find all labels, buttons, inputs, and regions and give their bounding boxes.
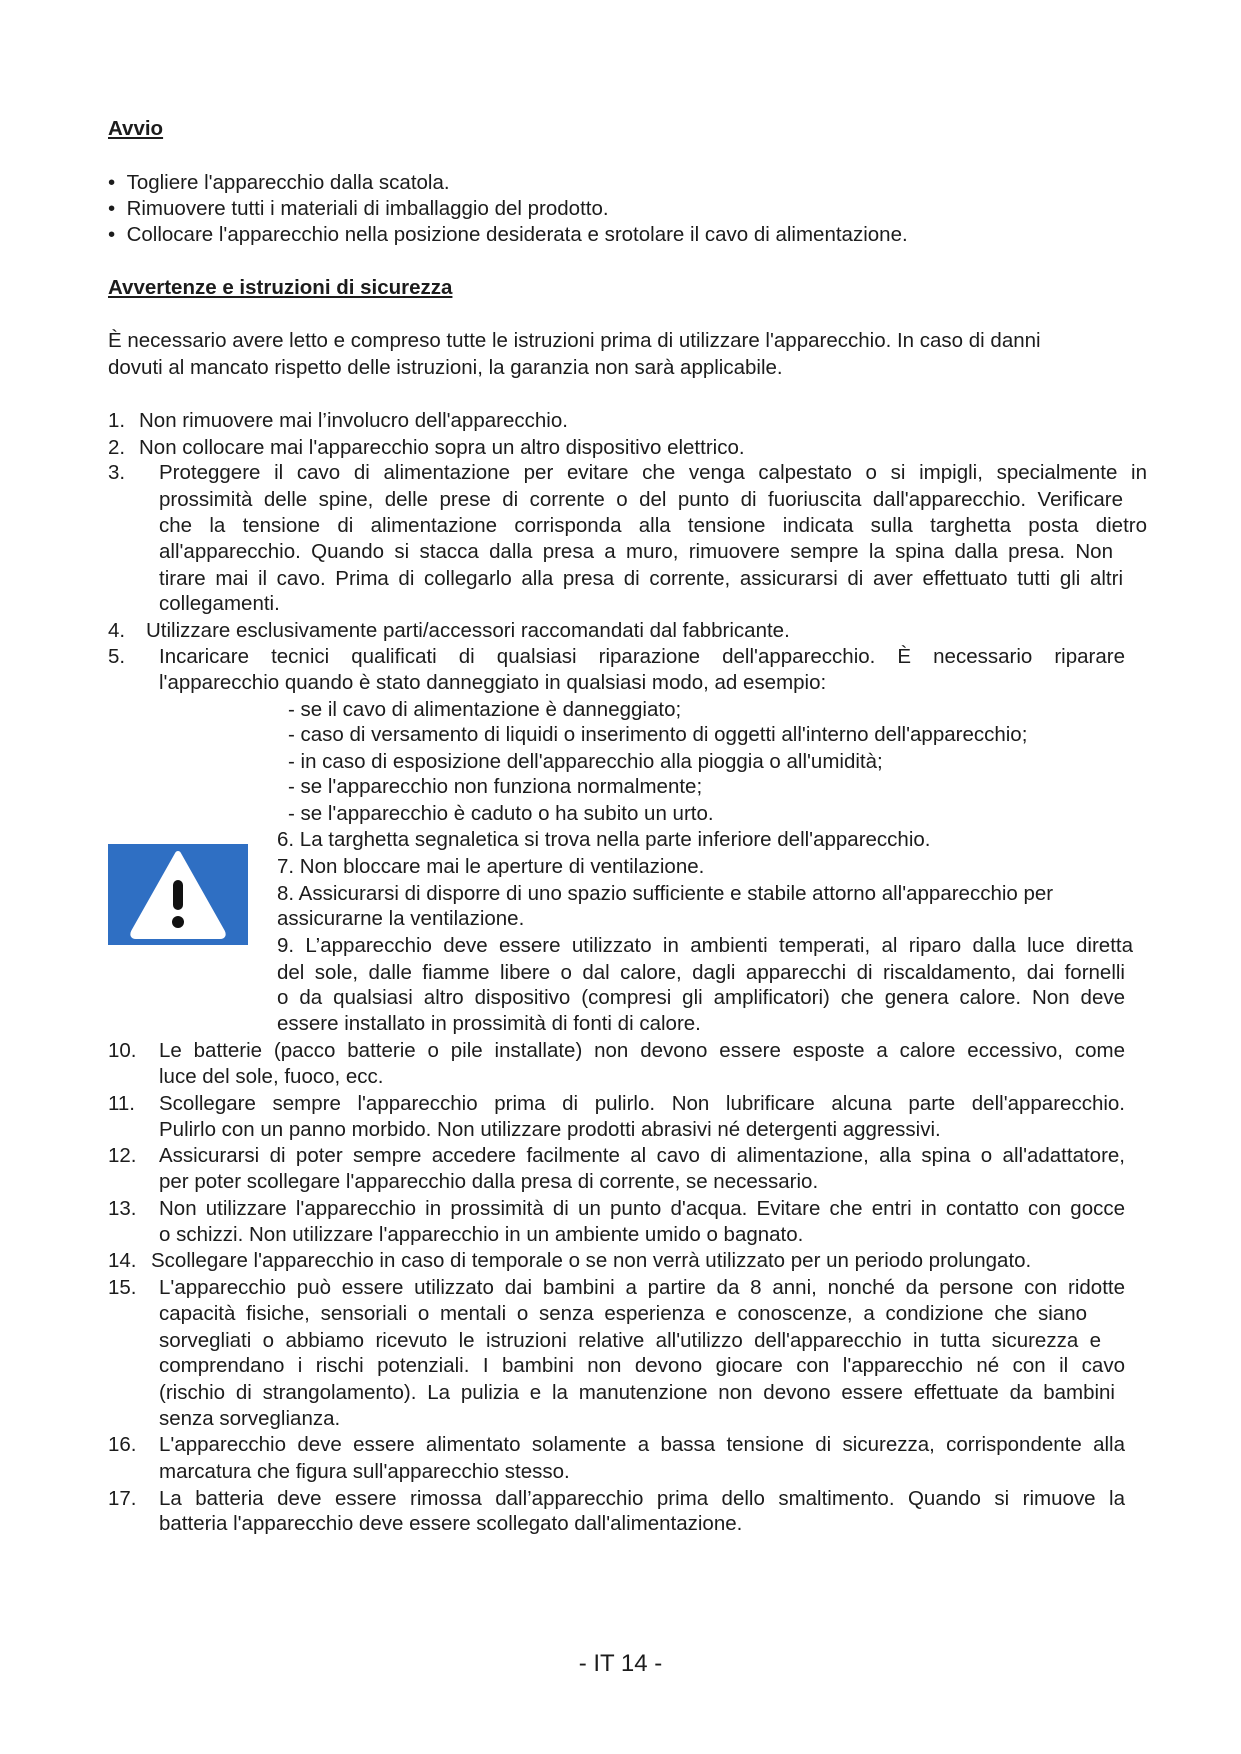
item-15-line: comprendano i rischi potenziali. I bambini non devono giocare con l'apparecchio né con il cavo [159,1354,1125,1377]
bullet-text: Rimuovere tutti i materiali di imballaggio del prodotto. [126,197,609,220]
item-7: 7. Non bloccare mai le aperture di ventilazione. [277,855,705,878]
item-5-subitem: - se il cavo di alimentazione è danneggiato; [288,698,682,721]
safety-heading: Avvertenze e istruzioni di sicurezza [108,276,453,299]
item-14: Scollegare l'apparecchio in caso di temporale o se non verrà utilizzato per un periodo prolungato. [151,1249,1032,1272]
safety-intro-line: È necessario avere letto e compreso tutte le istruzioni prima di utilizzare l'apparecchio. In caso di danni [108,329,1041,352]
item-12-line: per poter scollegare l'apparecchio dalla presa di corrente, se necessario. [159,1170,819,1193]
item-5-line: l'apparecchio quando è stato danneggiato in qualsiasi modo, ad esempio: [159,671,827,694]
bullet-text: Collocare l'apparecchio nella posizione desiderata e srotolare il cavo di alimentazione. [126,223,908,246]
item-8-line: assicurarne la ventilazione. [277,907,525,930]
item-9-line: o da qualsiasi altro dispositivo (compresi gli amplificatori) che genera calore. Non deve [277,986,1125,1009]
item-number: 5. [108,645,126,668]
item-5-subitem: - se l'apparecchio è caduto o ha subito un urto. [288,802,714,825]
item-11-line: Pulirlo con un panno morbido. Non utilizzare prodotti abrasivi né detergenti aggressivi. [159,1118,941,1141]
item-11-line: Scollegare sempre l'apparecchio prima di pulirlo. Non lubrificare alcuna parte dell'apparecchio. [159,1092,1125,1115]
item-1: Non rimuovere mai l’involucro dell'apparecchio. [139,409,568,432]
avvio-bullet-2: • Rimuovere tutti i materiali di imballaggio del prodotto. [108,197,609,220]
item-3-line: all'apparecchio. Quando si stacca dalla presa a muro, rimuovere sempre la spina dalla presa. Non [159,540,1113,563]
item-13-line: Non utilizzare l'apparecchio in prossimità di un punto d'acqua. Evitare che entri in contatto con gocce [159,1197,1125,1220]
item-number: 11. [108,1092,135,1115]
item-3-line: tirare mai il cavo. Prima di collegarlo alla presa di corrente, assicurarsi di aver effettuato tutti gli altri [159,567,1123,590]
item-3-line: prossimità delle spine, delle prese di corrente o del punto di fuoriuscita dall'apparecchio. Verificare [159,488,1123,511]
bullet-text: Togliere l'apparecchio dalla scatola. [126,171,450,194]
item-2: Non collocare mai l'apparecchio sopra un altro dispositivo elettrico. [139,436,745,459]
item-5-subitem: - se l'apparecchio non funziona normalmente; [288,775,703,798]
item-15-line: L'apparecchio può essere utilizzato dai bambini a partire da 8 anni, nonché da persone con ridotte [159,1276,1125,1299]
item-17-line: La batteria deve essere rimossa dall’apparecchio prima dello smaltimento. Quando si rimuove la [159,1487,1125,1510]
item-8-line: 8. Assicurarsi di disporre di uno spazio sufficiente e stabile attorno all'apparecchio per [277,882,1054,905]
item-9-line: essere installato in prossimità di fonti di calore. [277,1012,701,1035]
item-3-line: Proteggere il cavo di alimentazione per evitare che venga calpestato o si impigli, specialmente in [159,461,1147,484]
item-3-line: che la tensione di alimentazione corrisponda alla tensione indicata sulla targhetta posta dietro [159,514,1147,537]
avvio-bullet-1: • Togliere l'apparecchio dalla scatola. [108,171,450,194]
item-number: 15. [108,1276,137,1299]
item-number: 2. [108,436,126,459]
item-12-line: Assicurarsi di poter sempre accedere facilmente al cavo di alimentazione, alla spina o all'adattatore, [159,1144,1125,1167]
item-10-line: Le batterie (pacco batterie o pile installate) non devono essere esposte a calore eccessivo, come [159,1039,1125,1062]
item-9-line: del sole, dalle fiamme libere o dal calore, dagli apparecchi di riscaldamento, dai fornelli [277,961,1125,984]
item-5-subitem: - in caso di esposizione dell'apparecchio alla pioggia o all'umidità; [288,750,883,773]
item-13-line: o schizzi. Non utilizzare l'apparecchio in un ambiente umido o bagnato. [159,1223,804,1246]
item-number: 16. [108,1433,137,1456]
item-16-line: L'apparecchio deve essere alimentato solamente a bassa tensione di sicurezza, corrispondente alla [159,1433,1125,1456]
item-number: 4. [108,619,126,642]
item-6: 6. La targhetta segnaletica si trova nella parte inferiore dell'apparecchio. [277,828,931,851]
page-number: - IT 14 - [578,1650,663,1677]
item-15-line: (rischio di strangolamento). La pulizia e la manutenzione non devono essere effettuate da bambini [159,1381,1115,1404]
item-15-line: sorvegliati o abbiamo ricevuto le istruzioni relative all'utilizzo dell'apparecchio in tutta sicurezza e [159,1329,1101,1352]
item-number: 12. [108,1144,137,1167]
item-number: 13. [108,1197,137,1220]
item-5-subitem: - caso di versamento di liquidi o inserimento di oggetti all'interno dell'apparecchio; [288,723,1028,746]
item-15-line: senza sorveglianza. [159,1407,341,1430]
item-number: 14. [108,1249,137,1272]
item-10-line: luce del sole, fuoco, ecc. [159,1065,384,1088]
item-9-line: 9. L’apparecchio deve essere utilizzato in ambienti temperati, al riparo dalla luce diretta [277,934,1133,957]
item-15-line: capacità fisiche, sensoriali o mentali o senza esperienza e conoscenze, a condizione che siano [159,1302,1087,1325]
avvio-bullet-3: • Collocare l'apparecchio nella posizione desiderata e srotolare il cavo di alimentazione. [108,223,908,246]
item-number: 17. [108,1487,137,1510]
avvio-heading: Avvio [108,117,164,140]
warning-sign [108,844,248,945]
item-16-line: marcatura che figura sull'apparecchio stesso. [159,1460,570,1483]
item-number: 1. [108,409,126,432]
item-number: 3. [108,461,126,484]
warning-triangle-icon [108,844,248,945]
item-17-line: batteria l'apparecchio deve essere scollegato dall'alimentazione. [159,1512,743,1535]
item-number: 10. [108,1039,137,1062]
item-5-line: Incaricare tecnici qualificati di qualsiasi riparazione dell'apparecchio. È necessario riparare [159,645,1125,668]
item-3-line: collegamenti. [159,592,280,615]
item-4: Utilizzare esclusivamente parti/accessori raccomandati dal fabbricante. [146,619,790,642]
safety-intro-line: dovuti al mancato rispetto delle istruzioni, la garanzia non sarà applicabile. [108,356,783,379]
